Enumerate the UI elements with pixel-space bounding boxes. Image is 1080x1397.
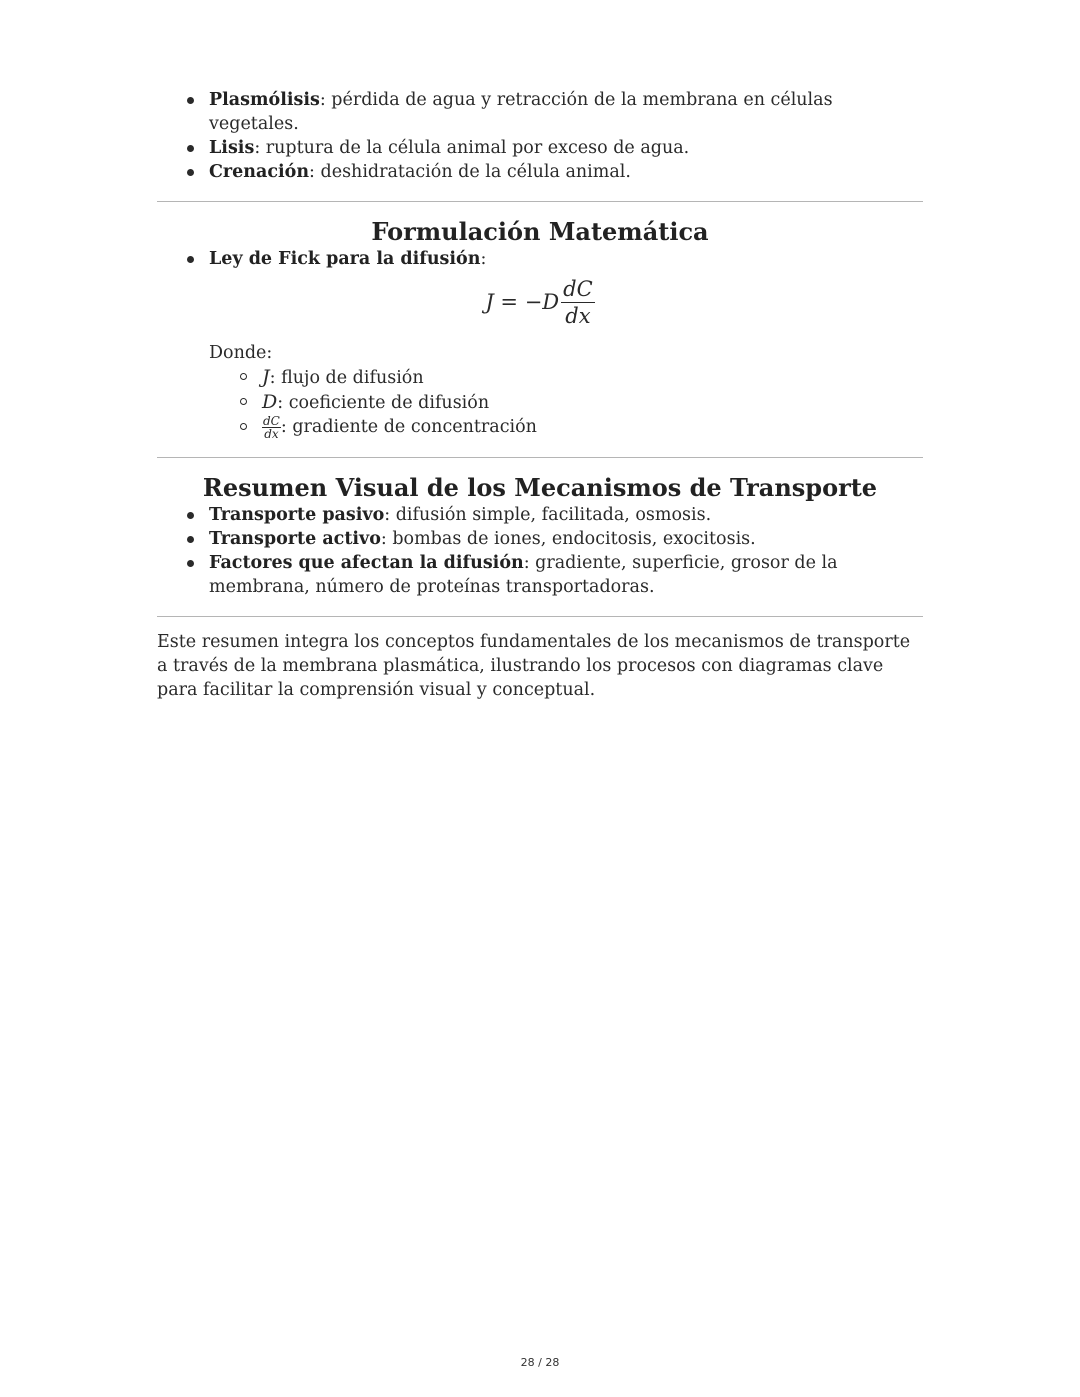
var-desc-gradient: : gradiente de concentración (280, 417, 537, 437)
formula-lhs: J = −D (485, 290, 560, 314)
formula-denominator: dx (565, 303, 591, 328)
term-crenacion: Crenación (209, 162, 310, 182)
desc-factores: : gradiente, superficie, grosor de la membrana, número de proteínas transportadoras. (209, 553, 838, 597)
gradient-numerator: dC (263, 414, 280, 428)
heading-formulacion: Formulación Matemática (371, 217, 709, 246)
var-desc-j: : flujo de difusión (269, 368, 424, 388)
term-factores: Factores que afectan la difusión (209, 553, 524, 573)
var-item-d (262, 390, 923, 415)
fick-formula (157, 271, 923, 333)
list-item-lisis (157, 136, 923, 160)
var-item-gradient (262, 415, 923, 440)
desc-lisis: : ruptura de la célula animal por exceso de agua. (254, 138, 690, 158)
resumen-list (157, 503, 923, 599)
separator (157, 457, 923, 458)
top-bullet-list (157, 88, 923, 184)
term-plasmolisis: Plasmólisis (209, 90, 320, 110)
fick-list (157, 247, 923, 271)
list-item-pasivo (157, 503, 923, 527)
desc-plasmolisis: : pérdida de agua y retracción de la membrana en células vegetales. (209, 90, 833, 134)
var-desc-d: : coeficiente de difusión (277, 393, 490, 413)
separator (157, 616, 923, 617)
term-activo: Transporte activo (209, 529, 381, 549)
variables-list (157, 365, 923, 440)
fick-suffix: : (480, 249, 487, 269)
list-item-crenacion (157, 160, 923, 184)
list-item-plasmolisis (157, 88, 923, 136)
list-item-fick (157, 247, 923, 271)
donde-label: Donde: (209, 343, 273, 363)
heading-resumen: Resumen Visual de los Mecanismos de Transporte (202, 473, 878, 502)
list-item-activo (157, 527, 923, 551)
desc-crenacion: : deshidratación de la célula animal. (309, 162, 631, 182)
var-symbol-j: J (262, 366, 270, 388)
page-number: 28 / 28 (520, 1356, 560, 1369)
term-fick: Ley de Fick para la difusión (209, 249, 481, 269)
term-pasivo: Transporte pasivo (209, 505, 385, 525)
term-lisis: Lisis (209, 138, 255, 158)
var-symbol-gradient (262, 415, 281, 440)
desc-activo: : bombas de iones, endocitosis, exocitosis. (380, 529, 756, 549)
document-page (157, 88, 923, 702)
closing-paragraph: Este resumen integra los conceptos fundamentales de los mecanismos de transporte a través de la membrana plasmática, ilustrando los procesos con diagramas clave para facilitar la comprensión visual y conceptual. (157, 632, 911, 700)
formula-fraction (561, 276, 595, 329)
var-symbol-d: D (262, 391, 278, 413)
list-item-factores (157, 551, 923, 599)
var-item-j (262, 365, 923, 390)
desc-pasivo: : difusión simple, facilitada, osmosis. (384, 505, 712, 525)
formula-numerator: dC (563, 276, 593, 301)
gradient-denominator: dx (264, 427, 279, 441)
separator (157, 201, 923, 202)
